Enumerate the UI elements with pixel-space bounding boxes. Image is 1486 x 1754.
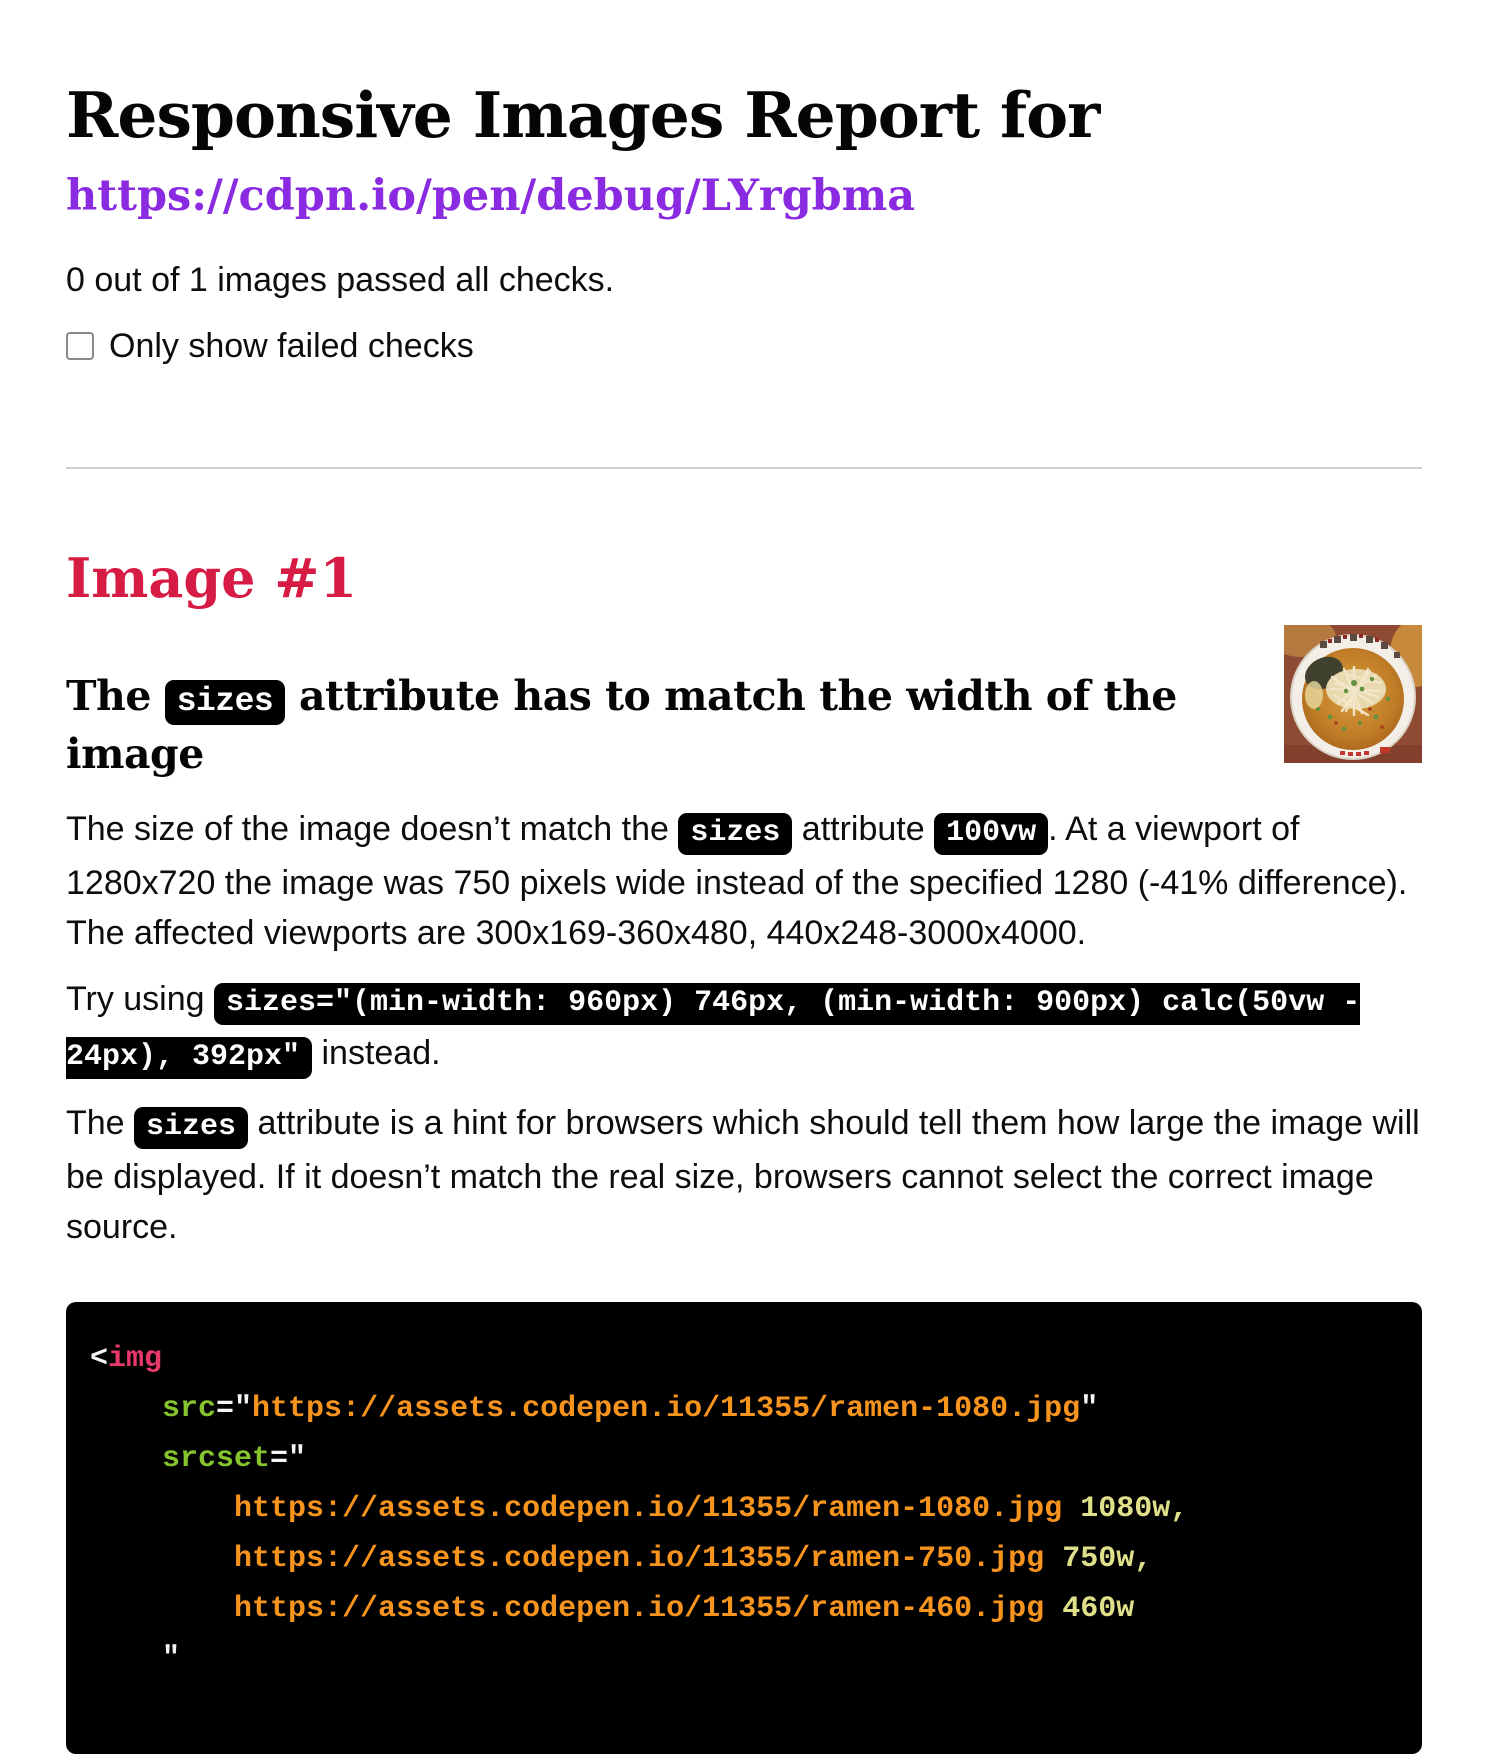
description-text: . At a viewport of 1280x720 the image was 750 pixels wide instead of the specified 1280 (-41% difference). The affected viewports are 300x169-360x480, 440x248-3000x4000. [66,809,1408,952]
explanation-text: attribute is a hint for browsers which should tell them how large the image will be displayed. If it doesn’t match the real size, browsers cannot select the correct image source. [66,1103,1420,1246]
code-line: <img [90,1341,163,1376]
suggestion-text [66,974,1422,1082]
inline-code-sizes: sizes [134,1107,248,1149]
description-text: attribute [792,809,935,848]
report-url-heading [66,171,1422,222]
checkbox-label: Only show failed checks [109,327,474,366]
check-title-text: The [66,671,165,720]
code-line: srcset=" [162,1441,307,1476]
only-failed-checks-toggle[interactable] [66,321,474,371]
inline-code-sizes: sizes [678,813,792,855]
check-description [66,804,1422,958]
code-line: src="https://assets.codepen.io/11355/ramen-1080.jpg" [162,1391,1099,1426]
report-url-link[interactable]: https://cdpn.io/pen/debug/LYrgbma [66,171,916,222]
sizes-explanation [66,1098,1422,1252]
image-heading: Image #1 [66,546,358,611]
code-line: https://assets.codepen.io/11355/ramen-1080.jpg 1080w, [234,1491,1189,1526]
ramen-thumbnail-image [1284,625,1422,763]
section-divider [66,467,1422,469]
code-line: https://assets.codepen.io/11355/ramen-750.jpg 750w, [234,1541,1153,1576]
img-markup-code-block [66,1302,1422,1754]
suggestion-prefix: Try using [66,979,215,1018]
code-line: " [162,1641,181,1676]
report-page [0,78,1486,1754]
explanation-text: The [66,1103,135,1142]
page-title: Responsive Images Report for [66,78,1100,152]
inline-code-100vw: 100vw [934,813,1048,855]
summary-text: 0 out of 1 images passed all checks. [66,261,615,300]
check-title [66,670,1422,780]
check-title-text: attribute has to match the width of the image [66,671,1177,778]
failed-checks-checkbox[interactable] [66,332,94,360]
suggestion-suffix: instead. [312,1033,441,1072]
description-text: The size of the image doesn’t match the [66,809,679,848]
inline-code-suggested-sizes: sizes="(min-width: 960px) 746px, (min-width: 900px) calc(50vw - 24px), 392px" [66,983,1360,1079]
inline-code-sizes: sizes [165,680,286,725]
image-report-section [66,546,1422,1753]
code-line: https://assets.codepen.io/11355/ramen-460.jpg 460w [234,1591,1135,1626]
